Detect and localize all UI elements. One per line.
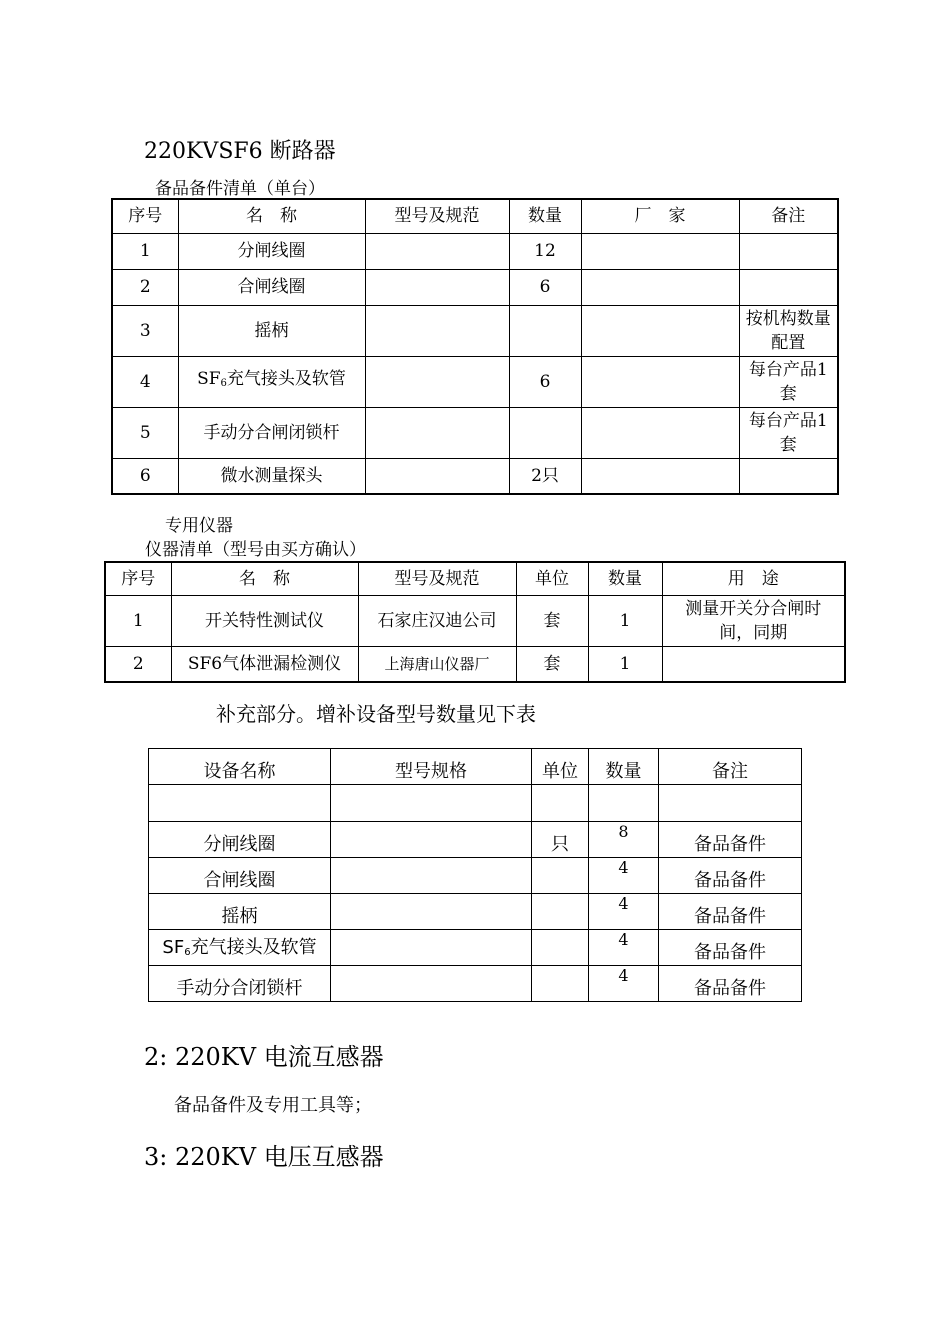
equipment-note: 备品备件: [659, 966, 802, 1002]
item-name: 摇柄: [178, 305, 365, 356]
instrument-model: 石家庄汉迪公司: [358, 595, 516, 646]
table-header-row: [149, 749, 802, 785]
instrument-use: [662, 646, 845, 682]
header-cell: 单位: [516, 562, 588, 595]
item-maker: [581, 269, 739, 305]
equipment-name: 摇柄: [149, 894, 331, 930]
header-cell: 用 途: [662, 562, 845, 595]
table-row: [112, 356, 838, 407]
header-cell: 备注: [739, 199, 838, 233]
section5-title: 电压互感器: [263, 1143, 384, 1171]
header-cell: 设备名称: [149, 749, 331, 785]
section1-subtitle: 备品备件清单（单台）: [155, 179, 325, 199]
item-qty: [509, 407, 581, 458]
equipment-qty: 4: [589, 966, 659, 1002]
equipment-model: [331, 785, 532, 822]
equipment-unit: 只: [532, 822, 589, 858]
item-qty: 6: [509, 356, 581, 407]
item-model: [365, 407, 509, 458]
table-row: [149, 966, 802, 1002]
item-note: [739, 269, 838, 305]
item-maker: [581, 233, 739, 269]
item-model: [365, 269, 509, 305]
item-name: 合闸线圈: [178, 269, 365, 305]
equipment-name: 分闸线圈: [149, 822, 331, 858]
table-header-row: [112, 199, 838, 233]
header-cell: 单位: [532, 749, 589, 785]
item-note: [739, 458, 838, 494]
table-row: [149, 894, 802, 930]
instrument-qty: 1: [588, 595, 662, 646]
table-row: [112, 305, 838, 356]
equipment-name: 手动分合闭锁杆: [149, 966, 331, 1002]
header-cell: 厂 家: [581, 199, 739, 233]
table-row: [105, 595, 845, 646]
instrument-unit: 套: [516, 595, 588, 646]
header-cell: 序号: [112, 199, 178, 233]
equipment-unit: [532, 785, 589, 822]
equipment-qty: [589, 785, 659, 822]
equipment-note: 备品备件: [659, 822, 802, 858]
section3-heading: 补充部分。增补设备型号数量见下表: [216, 702, 536, 726]
table-row: [149, 858, 802, 894]
header-cell: 型号及规范: [358, 562, 516, 595]
section4-prefix: 2: 220KV: [144, 1043, 264, 1071]
table-row: [149, 930, 802, 966]
table-row: [112, 407, 838, 458]
item-model: [365, 305, 509, 356]
item-maker: [581, 407, 739, 458]
equipment-note: 备品备件: [659, 930, 802, 966]
equipment-model: [331, 930, 532, 966]
instrument-use: 测量开关分合闸时间，同期: [662, 595, 845, 646]
instrument-model: 上海唐山仪器厂: [358, 646, 516, 682]
item-name: $SF_6$充气接头及软管: [178, 356, 365, 407]
equipment-unit: [532, 858, 589, 894]
equipment-note: [659, 785, 802, 822]
section5-prefix: 3: 220KV: [144, 1143, 264, 1171]
header-cell: 数量: [509, 199, 581, 233]
table-row: [112, 269, 838, 305]
instrument-name: 开关特性测试仪: [171, 595, 358, 646]
item-model: [365, 458, 509, 494]
item-model: [365, 356, 509, 407]
item-note: [739, 233, 838, 269]
equipment-qty: 4: [589, 858, 659, 894]
item-name: 分闸线圈: [178, 233, 365, 269]
header-cell: 数量: [589, 749, 659, 785]
section4-body: 备品备件及专用工具等；: [174, 1095, 372, 1116]
equipment-unit: [532, 930, 589, 966]
header-cell: 型号及规范: [365, 199, 509, 233]
item-maker: [581, 305, 739, 356]
table-row: [112, 233, 838, 269]
item-note: 每台产品1套: [739, 356, 838, 407]
row-number: 2: [105, 646, 171, 682]
section4-title: 电流互感器: [263, 1043, 384, 1071]
row-number: 6: [112, 458, 178, 494]
item-qty: [509, 305, 581, 356]
equipment-name: 合闸线圈: [149, 858, 331, 894]
item-qty: 12: [509, 233, 581, 269]
table-header-row: [105, 562, 845, 595]
equipment-name: $SF_6$充气接头及软管: [149, 930, 331, 966]
equipment-note: 备品备件: [659, 858, 802, 894]
instrument-name: SF6气体泄漏检测仪: [171, 646, 358, 682]
row-number: 3: [112, 305, 178, 356]
item-name: 手动分合闸闭锁杆: [178, 407, 365, 458]
header-cell: 序号: [105, 562, 171, 595]
item-qty: 2只: [509, 458, 581, 494]
item-note: 按机构数量配置: [739, 305, 838, 356]
row-number: 4: [112, 356, 178, 407]
instrument-table: [104, 561, 846, 683]
row-number: 5: [112, 407, 178, 458]
table-row: [105, 646, 845, 682]
header-cell: 名 称: [178, 199, 365, 233]
item-maker: [581, 458, 739, 494]
supplement-table: [148, 748, 802, 1002]
section1-title: 220KVSF6 断路器: [144, 139, 336, 164]
equipment-qty: 4: [589, 930, 659, 966]
equipment-model: [331, 822, 532, 858]
equipment-unit: [532, 894, 589, 930]
header-cell: 数量: [588, 562, 662, 595]
equipment-model: [331, 966, 532, 1002]
item-note: 每台产品1套: [739, 407, 838, 458]
header-cell: 备注: [659, 749, 802, 785]
equipment-unit: [532, 966, 589, 1002]
section2-subtitle: 仪器清单（型号由买方确认）: [145, 540, 366, 560]
section2-label: 专用仪器: [165, 516, 233, 536]
item-qty: 6: [509, 269, 581, 305]
equipment-model: [331, 894, 532, 930]
item-name: 微水测量探头: [178, 458, 365, 494]
spare-parts-table: [111, 198, 839, 495]
equipment-model: [331, 858, 532, 894]
row-number: 1: [105, 595, 171, 646]
item-maker: [581, 356, 739, 407]
section5-heading: [144, 1137, 384, 1172]
equipment-qty: 4: [589, 894, 659, 930]
table-row: [149, 822, 802, 858]
table-row: [149, 785, 802, 822]
equipment-qty: 8: [589, 822, 659, 858]
table-row: [112, 458, 838, 494]
instrument-qty: 1: [588, 646, 662, 682]
header-cell: 名 称: [171, 562, 358, 595]
row-number: 2: [112, 269, 178, 305]
equipment-note: 备品备件: [659, 894, 802, 930]
item-model: [365, 233, 509, 269]
section4-heading: [144, 1037, 384, 1072]
row-number: 1: [112, 233, 178, 269]
equipment-name: [149, 785, 331, 822]
instrument-unit: 套: [516, 646, 588, 682]
header-cell: 型号规格: [331, 749, 532, 785]
